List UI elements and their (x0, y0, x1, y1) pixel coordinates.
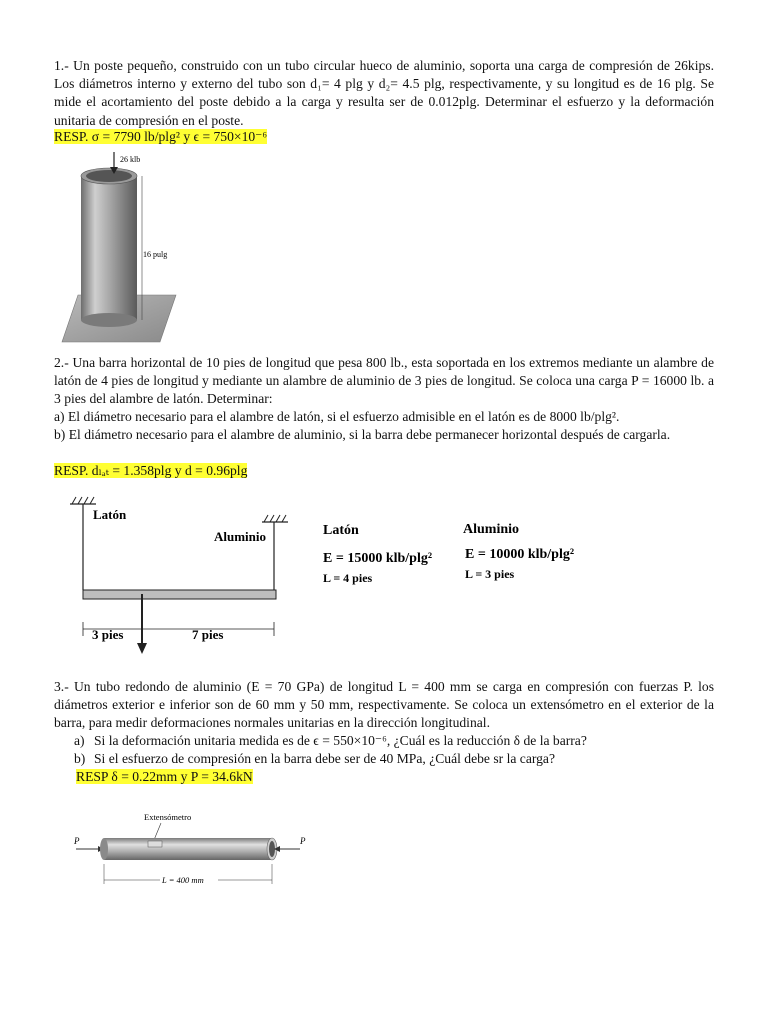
dim-left-label: 3 pies (92, 627, 124, 642)
laton-ceiling-support (70, 497, 96, 504)
aluminio-props-E: E = 10000 klb/plg² (465, 547, 575, 562)
tube-top-inner (86, 170, 132, 182)
tube-left-end (100, 838, 108, 860)
force-right-label: P (300, 836, 306, 846)
problem-3-list (74, 732, 714, 768)
laton-props-E: E = 15000 klb/plg² (323, 551, 433, 566)
gauge-leader (154, 823, 161, 840)
problem-1-text: 1.- Un poste pequeño, construido con un tubo circular hueco de aluminio, soporta una carga de compresión de 26kips. Los diámetros interno y externo del tubo son d₁= 4 plg y d₂= 4.5 plg, respectivamente, y su longitud es de 16 plg. Se mide el acortamiento del poste debido a la carga y resulta ser de 0.012plg. Determinar el esfuerzo y la deformación unitaria de compresión en el poste. (54, 58, 714, 128)
length-label: L = 400 mm (162, 875, 204, 885)
aluminio-wire-label: Aluminio (214, 529, 267, 544)
problem-2-item-b: b) El diámetro necesario para el alambre de aluminio, si la barra debe permanecer horizontal después de cargarla. (54, 427, 671, 442)
problem-3-text: 3.- Un tubo redondo de aluminio (E = 70 GPa) de longitud L = 400 mm se carga en compresión con fuerzas P. los diámetros exterior e inferior son de 60 mm y 50 mm, respectivamente. Se coloca un extensómetro en el exterior de la barra, para medir deformaciones normales unitarias en la dirección longitudinal. (54, 679, 714, 731)
problem-1-answer: RESP. σ = 7790 lb/plg² y ϵ = 750×10⁻⁶ (54, 129, 268, 144)
problem-2-figure (60, 488, 620, 658)
strain-gauge (148, 841, 162, 847)
horizontal-bar (83, 590, 276, 599)
problem-3-answer: RESP δ = 0.22mm y P = 34.6kN (76, 769, 253, 784)
dim-right-label: 7 pies (192, 627, 224, 642)
load-arrowhead (137, 643, 147, 654)
length-label: 16 pulg (143, 250, 168, 259)
load-label: 26 klb (120, 155, 141, 164)
aluminio-props-title: Aluminio (463, 522, 520, 537)
laton-props-L: L = 4 pies (323, 571, 373, 585)
tube-body (81, 176, 137, 320)
laton-wire-label: Latón (93, 507, 127, 522)
problem-2-text: 2.- Una barra horizontal de 10 pies de longitud que pesa 800 lb., esta soportada en los extremos mediante un alambre de latón de 4 pies de longitud y mediante un alambre de aluminio de 3 pies de longitud. Se coloca una carga P = 16000 lb. a 3 pies del alambre de latón. Determinar: (54, 355, 714, 407)
tube-bottom (81, 313, 137, 327)
aluminio-ceiling-support (262, 515, 288, 522)
tube (104, 838, 272, 860)
laton-props-title: Latón (323, 523, 359, 538)
problem-1-figure (58, 150, 188, 346)
problem-3-figure (66, 804, 326, 896)
problem-3-item-a: a) Si la deformación unitaria medida es de ϵ = 550×10⁻⁶, ¿Cuál es la reducción δ de la barra? (74, 733, 587, 748)
gauge-label: Extensómetro (144, 812, 192, 822)
problem-3-item-b: b) Si el esfuerzo de compresión en la barra debe ser de 40 MPa, ¿Cuál debe sr la carga? (74, 751, 555, 767)
aluminio-props-L: L = 3 pies (465, 567, 515, 581)
problem-2-answer: RESP. dₗₐₜ = 1.358plg y d = 0.96plg (54, 463, 248, 478)
force-left-label: P (74, 836, 80, 846)
problem-2-item-a: a) El diámetro necesario para el alambre de latón, si el esfuerzo admisible en el latón es de 8000 lb/plg². (54, 409, 620, 424)
